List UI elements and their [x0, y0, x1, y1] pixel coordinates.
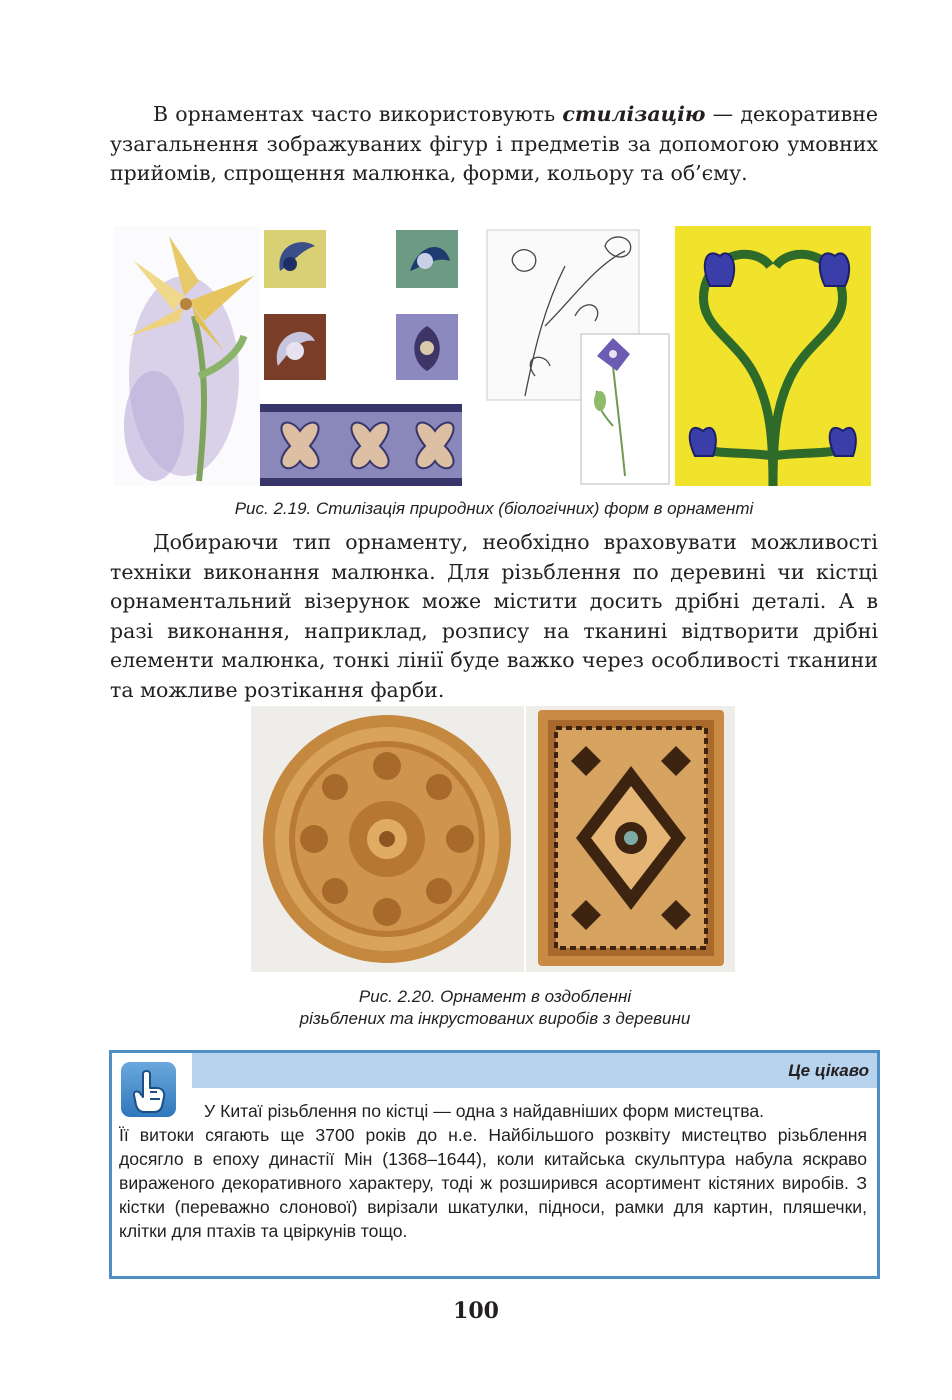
carved-wooden-plate-image — [251, 706, 524, 972]
paragraph-text: — декоративне узагальнення зображуваних фігур і предметів за допомогою умовних прийомів, спрощення малюнка, форми, кольору та об’єму. — [110, 102, 878, 185]
term-stylization: стилізацію — [562, 102, 706, 126]
interesting-fact-box — [109, 1050, 880, 1279]
caption-line: різьблених та інкрустованих виробів з деревини — [299, 1009, 691, 1028]
fact-box-header — [192, 1053, 877, 1088]
stylized-flowers-panel — [260, 226, 462, 486]
lily-watercolor-image — [114, 226, 260, 486]
fact-box-title: Це цікаво — [788, 1061, 869, 1080]
caption-line: Рис. 2.20. Орнамент в оздобленні — [358, 987, 632, 1006]
fact-body: Її витоки сягають ще 3700 років до н.е. Найбільшого розквіту мистецтво різьблення досягло в епоху династії Мін (1368–1644), коли китайська скульптура набула яскраво вираженого декоративного характеру, тоді ж розширився асортимент кістяних виробів. З кістки (переважно слонової) вирізали шкатулки, підноси, рамки для картин, пляшечки, клітки для птахів та цвіркунів тощо. — [119, 1125, 867, 1241]
fact-box-text — [119, 1099, 867, 1243]
figure-caption-2-19: Рис. 2.19. Стилізація природних (біологічних) форм в орнаменті — [234, 499, 754, 518]
technique-paragraph — [110, 528, 878, 705]
bellflower-drawings-image — [485, 226, 673, 486]
stained-glass-image — [675, 226, 871, 486]
page-number: 100 — [453, 1298, 499, 1324]
paragraph-text: Добираючи тип орнаменту, необхідно враховувати можливості техніки виконання малюнка. Для різьблення по деревині чи кістці орнаментальний візерунок може містити досить дрібні деталі. А в разі виконання, наприклад, розпису на тканині відтворити дрібні елементи малюнка, тонкі лінії буде важко через особливості тканини та можливе розтікання фарби. — [110, 530, 878, 702]
inlaid-wooden-box-image — [526, 706, 735, 972]
paragraph-text: В орнаментах часто використовують — [153, 102, 563, 126]
intro-paragraph — [110, 100, 878, 189]
figure-caption-2-20 — [200, 986, 790, 1030]
fact-first-line: У Китаї різьблення по кістці — одна з найдавніших форм мистецтва. — [204, 1101, 765, 1121]
